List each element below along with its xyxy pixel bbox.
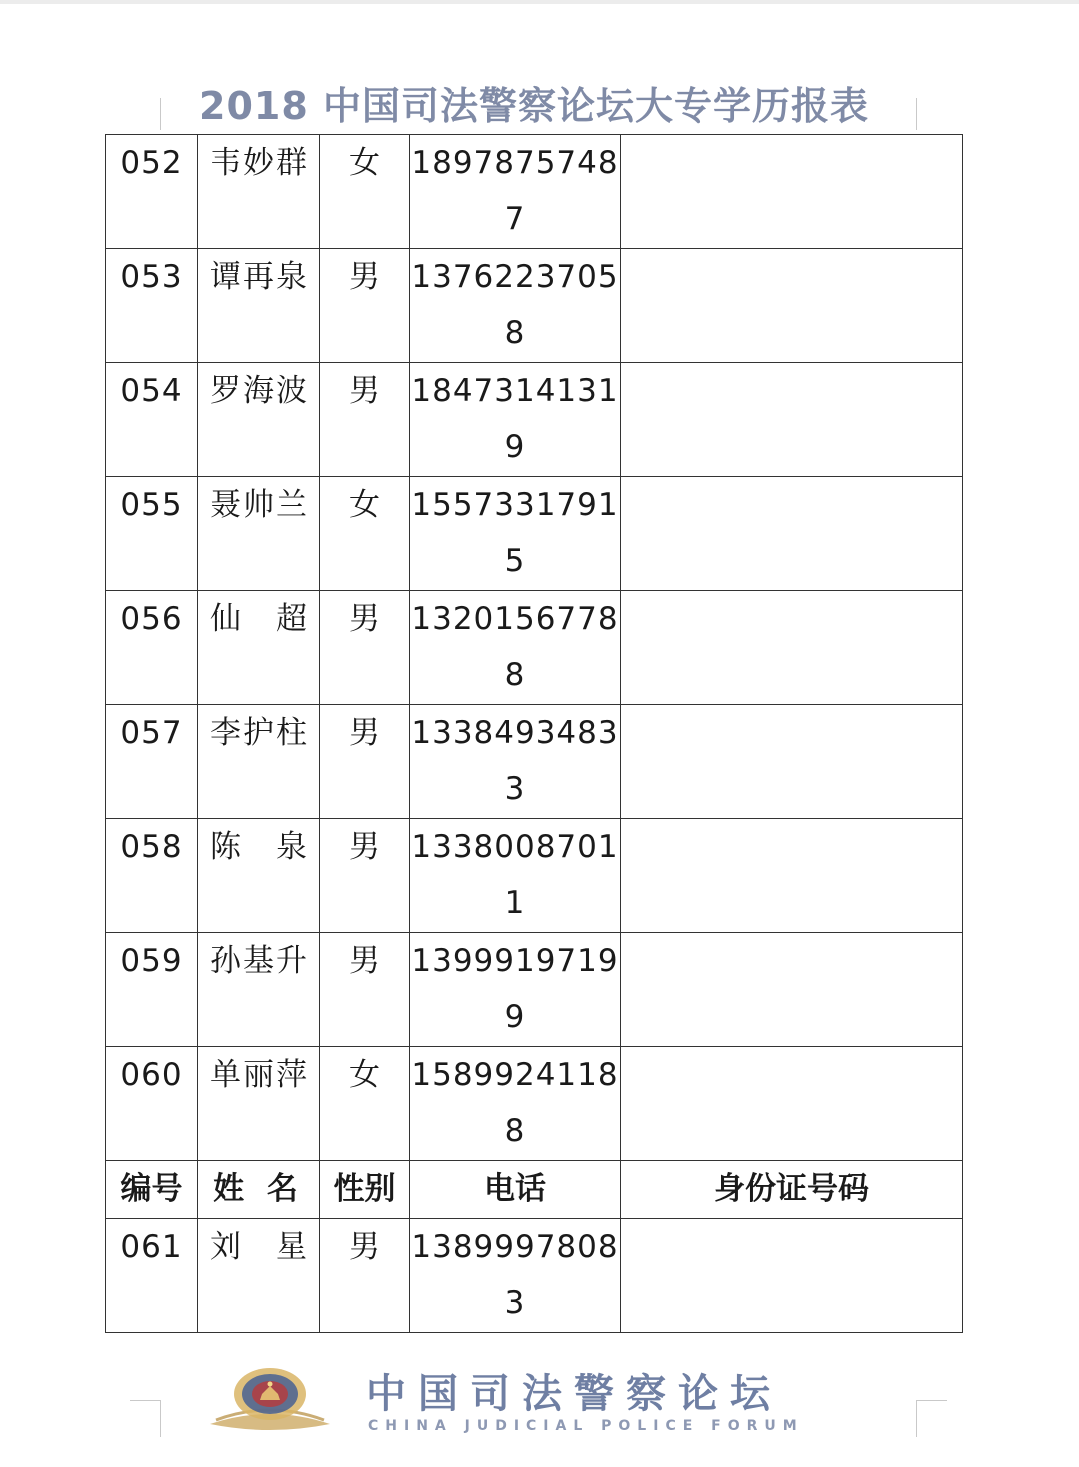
cell-id-number [621, 477, 963, 591]
cell-phone [410, 477, 621, 591]
phone-line-2: 7 [504, 201, 526, 237]
table-row [106, 135, 963, 249]
cell-id-number [621, 135, 963, 249]
cell-id-number [621, 591, 963, 705]
cell-name: 孙基升 [198, 933, 320, 1047]
phone-line-2: 8 [504, 1113, 526, 1149]
phone-line-2: 3 [504, 771, 526, 807]
cell-name: 罗海波 [198, 363, 320, 477]
cell-number: 060 [106, 1047, 198, 1161]
cell-gender: 男 [320, 363, 410, 477]
roster-rows-before [106, 135, 963, 1161]
cell-gender: 男 [320, 1219, 410, 1333]
table-row [106, 477, 963, 591]
cell-name: 谭再泉 [198, 249, 320, 363]
cell-phone [410, 591, 621, 705]
phone-line-1: 1847314131 [411, 373, 619, 409]
footer-forum-name-en: CHINA JUDICIAL POLICE FORUM [368, 1418, 804, 1434]
phone-line-2: 3 [504, 1285, 526, 1321]
cell-phone [410, 363, 621, 477]
cell-name: 刘 星 [198, 1219, 320, 1333]
cell-id-number [621, 1219, 963, 1333]
phone-line-2: 1 [504, 885, 526, 921]
phone-line-1: 1557331791 [411, 487, 619, 523]
cell-id-number [621, 1047, 963, 1161]
cell-number: 053 [106, 249, 198, 363]
cell-number: 058 [106, 819, 198, 933]
phone-line-2: 5 [504, 543, 526, 579]
document-title: 2018 中国司法警察论坛大专学历报表 [199, 84, 869, 128]
phone-line-2: 9 [504, 429, 526, 465]
cell-phone [410, 1047, 621, 1161]
cell-phone [410, 249, 621, 363]
table-row [106, 819, 963, 933]
phone-line-2: 9 [504, 999, 526, 1035]
crop-mark-bottom-right [916, 1400, 947, 1437]
table-header-row [106, 1161, 963, 1219]
phone-line-1: 1589924118 [411, 1057, 619, 1093]
header-phone: 电话 [410, 1161, 621, 1219]
crop-mark-bottom-left [130, 1400, 161, 1437]
header-gender: 性别 [320, 1161, 410, 1219]
cell-gender: 女 [320, 1047, 410, 1161]
phone-line-1: 1338008701 [411, 829, 619, 865]
cell-gender: 男 [320, 249, 410, 363]
cell-name: 李护柱 [198, 705, 320, 819]
cell-phone [410, 933, 621, 1047]
cell-number: 055 [106, 477, 198, 591]
phone-line-1: 1320156778 [411, 601, 619, 637]
cell-number: 056 [106, 591, 198, 705]
cell-id-number [621, 819, 963, 933]
table-row [106, 1047, 963, 1161]
table-row [106, 363, 963, 477]
cell-gender: 女 [320, 135, 410, 249]
cell-phone [410, 1219, 621, 1333]
footer-forum-name-cn: 中国司法警察论坛 [366, 1371, 782, 1417]
phone-line-2: 8 [504, 315, 526, 351]
header-name: 姓 名 [198, 1161, 320, 1219]
cell-gender: 男 [320, 933, 410, 1047]
table-row [106, 933, 963, 1047]
cell-number: 054 [106, 363, 198, 477]
table-row [106, 249, 963, 363]
roster-rows-after [106, 1219, 963, 1333]
cell-name: 仙 超 [198, 591, 320, 705]
phone-line-2: 8 [504, 657, 526, 693]
phone-line-1: 1897875748 [411, 145, 619, 181]
cell-id-number [621, 363, 963, 477]
table-row [106, 1219, 963, 1333]
cell-phone [410, 705, 621, 819]
top-edge-line [0, 0, 1079, 4]
cell-name: 陈 泉 [198, 819, 320, 933]
cell-number: 061 [106, 1219, 198, 1333]
roster-table [105, 134, 963, 1333]
cell-gender: 男 [320, 819, 410, 933]
header-id-number: 身份证号码 [621, 1161, 963, 1219]
cell-name: 聂帅兰 [198, 477, 320, 591]
cell-number: 059 [106, 933, 198, 1047]
cell-phone [410, 135, 621, 249]
roster-header [106, 1161, 963, 1219]
cell-number: 052 [106, 135, 198, 249]
cell-gender: 女 [320, 477, 410, 591]
cell-id-number [621, 933, 963, 1047]
phone-line-1: 1338493483 [411, 715, 619, 751]
cell-id-number [621, 705, 963, 819]
header-number: 编号 [106, 1161, 198, 1219]
cell-gender: 男 [320, 591, 410, 705]
table-row [106, 591, 963, 705]
cell-name: 韦妙群 [198, 135, 320, 249]
police-emblem-icon [206, 1364, 334, 1436]
cell-gender: 男 [320, 705, 410, 819]
cell-phone [410, 819, 621, 933]
phone-line-1: 1399919719 [411, 943, 619, 979]
phone-line-1: 1376223705 [411, 259, 619, 295]
cell-name: 单丽萍 [198, 1047, 320, 1161]
cell-number: 057 [106, 705, 198, 819]
phone-line-1: 1389997808 [411, 1229, 619, 1265]
table-row [106, 705, 963, 819]
forum-footer [198, 1360, 888, 1440]
cell-id-number [621, 249, 963, 363]
